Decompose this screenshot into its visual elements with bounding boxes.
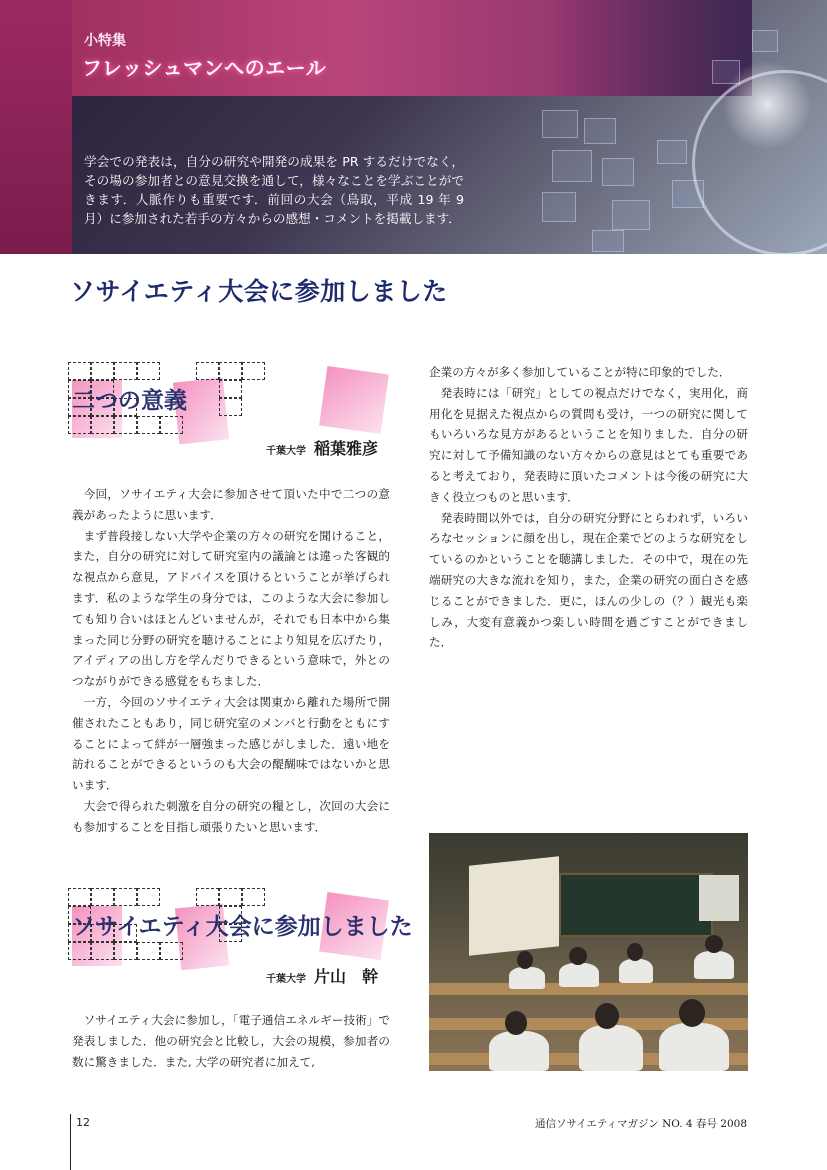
grid-cell — [219, 362, 242, 380]
deco-square — [612, 200, 650, 230]
audience-head — [627, 943, 643, 961]
audience-head — [705, 935, 723, 953]
grid-cell — [137, 942, 160, 960]
article1-author: 稲葉雅彦 — [313, 439, 378, 458]
side-color-strip — [0, 0, 72, 254]
grid-cell — [68, 942, 91, 960]
grid-cell — [196, 888, 219, 906]
footer-rule — [70, 1114, 71, 1170]
paragraph: まず普段接しない大学や企業の方々の研究を聞けること，また，自分の研究に対して研究室内の議論とは違った客観的な視点から意見，アドバイスを頂けるということが挙げられます．私のような学生の身分では，このような大会に参加しても知り合いはほとんどいませんが，それでも日本中から集まった同じ分野の研究を聴けることにより知見を広げたり，アイディアの出し方を学んだりできるという意味で，外とのつながりができる感覚をもちました． — [72, 528, 390, 689]
page-number: 12 — [76, 1116, 90, 1129]
deco-pink-square — [319, 366, 389, 434]
grid-cell — [160, 416, 183, 434]
audience-member — [659, 1023, 729, 1071]
audience-head — [505, 1011, 527, 1035]
blackboard — [559, 873, 713, 937]
feature-title: フレッシュマンへのエール — [82, 56, 327, 80]
grid-cell — [91, 362, 114, 380]
feature-kicker: 小特集 — [84, 33, 126, 49]
grid-cell — [219, 888, 242, 906]
article2-heading-block — [68, 888, 413, 998]
article1-heading-block — [68, 362, 408, 472]
grid-cell — [137, 416, 160, 434]
deco-square — [552, 150, 592, 182]
grid-cell — [219, 380, 242, 398]
grid-cell — [114, 888, 137, 906]
audience-member — [559, 963, 599, 987]
grid-cell — [137, 362, 160, 380]
grid-cell — [137, 888, 160, 906]
paragraph: 発表時には「研究」としての視点だけでなく，実用化，商用化を見据えた視点からの質問も受け，一つの研究に関してもいろいろな見方があるということを知りました．自分の研究に対して予備知識のない方々からの意見はとても重要であると考えており，発表時に頂いたコメントは今後の研究に大きく役立つものと思います． — [429, 385, 748, 504]
deco-square — [584, 118, 616, 144]
feature-intro: 学会での発表は，自分の研究や開発の成果を PR するだけでなく，その場の参加者との意見交換を通して，様々なことを学ぶことができます．人脈作りも重要です．前回の大会（鳥取，平成 19 年 9 月）に参加された若手の方々からの感想・コメントを掲載します． — [84, 154, 464, 226]
audience-head — [517, 951, 533, 969]
grid-cell — [68, 362, 91, 380]
audience-head — [569, 947, 587, 965]
article2-author: 片山 幹 — [313, 967, 378, 986]
grid-cell — [68, 888, 91, 906]
grid-cell — [114, 362, 137, 380]
grid-cell — [242, 362, 265, 380]
banner-title-band — [72, 0, 752, 96]
grid-cell — [160, 942, 183, 960]
paragraph: 発表時間以外では，自分の研究分野にとらわれず，いろいろなセッションに顔を出し，現在企業でどのような研究をしているのかということを聴講しました．その中で，現在の先端研究の大きな流れを知り，また，企業の研究の面白さを感じることができました．更に，ほんの少しの（？）観光も楽しみ，大変有意義かつ楽しい時間を過ごすことができました． — [429, 510, 748, 650]
paragraph: ソサイエティ大会に参加し，「電子通信エネルギー技術」で発表しました．他の研究会と比較し，大会の規模，参加者の数に驚きました．また, 大学の研究者に加えて, — [72, 1013, 390, 1069]
audience-member — [489, 1031, 549, 1071]
audience-member — [579, 1025, 643, 1071]
grid-cell — [242, 888, 265, 906]
deco-square — [542, 110, 578, 138]
deco-square — [602, 158, 634, 186]
article1-affiliation: 千葉大学 — [265, 446, 306, 457]
deco-square — [752, 30, 778, 52]
notice-board — [699, 875, 739, 921]
article2-heading: ソサイエティ大会に参加しました — [72, 913, 413, 940]
magazine-issue: 通信ソサイエティマガジン NO. 4 春号 2008 — [534, 1118, 747, 1130]
article1-byline — [266, 436, 378, 459]
article2-affiliation: 千葉大学 — [265, 974, 306, 985]
article2-body-right — [429, 362, 748, 653]
audience-head — [595, 1003, 619, 1029]
grid-cell — [91, 416, 114, 434]
grid-cell — [114, 942, 137, 960]
paragraph: 企業の方々が多く参加していることが特に印象的でした． — [429, 365, 731, 379]
article1-heading: 二つの意義 — [72, 387, 187, 414]
grid-cell — [68, 416, 91, 434]
projection-screen — [469, 856, 559, 955]
audience-head — [679, 999, 705, 1027]
grid-cell — [91, 942, 114, 960]
article2-body-left — [72, 1010, 390, 1072]
grid-cell — [219, 398, 242, 416]
paragraph: 大会で得られた刺激を自分の研究の糧とし，次回の大会にも参加することを目指し頑張りたいと思います． — [72, 798, 390, 834]
article2-byline — [266, 964, 378, 987]
deco-square — [657, 140, 687, 164]
deco-square — [542, 192, 576, 222]
audience-member — [619, 959, 653, 983]
audience-member — [694, 951, 734, 979]
paragraph: 一方，今回のソサイエティ大会は関東から離れた場所で開催されたこともあり，同じ研究室のメンバと行動をともにすることによって絆が一層強まった感じがしました．遠い地を訪れることができるというのも大会の醍醐味ではないかと思います． — [72, 694, 390, 793]
deco-glow — [722, 60, 812, 150]
deco-square — [592, 230, 624, 252]
grid-cell — [91, 888, 114, 906]
article1-body — [72, 484, 390, 838]
conference-photo — [429, 833, 748, 1071]
paragraph: 今回，ソサイエティ大会に参加させて頂いた中で二つの意義があったように思います． — [72, 487, 390, 522]
grid-cell — [196, 362, 219, 380]
audience-member — [509, 967, 545, 989]
page-title: ソサイエティ大会に参加しました — [70, 277, 448, 306]
grid-cell — [114, 416, 137, 434]
